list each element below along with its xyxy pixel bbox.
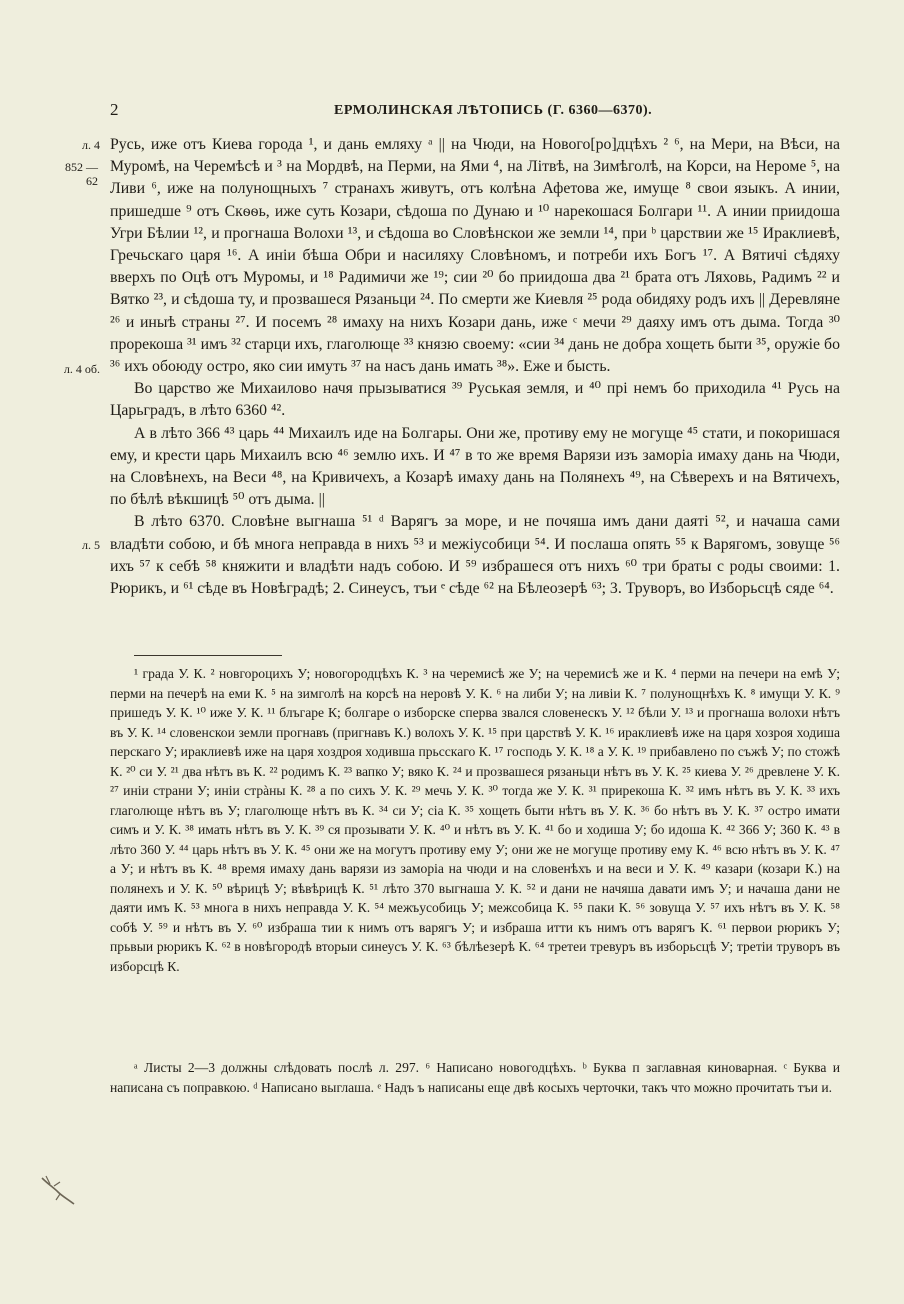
paragraph-1: Русь, иже отъ Киева города ¹, и дань емляху ᵃ || на Чюди, на Нового[ро]дцѣхъ ² ⁶, на Мери, на Вѣси, на Муромѣ, на Черемѣсѣ и ³ на Мордвѣ, на Перми, на Ями ⁴, на Літвѣ, на Зимѣголѣ, на Корси, на Нероме ⁵, на Ливи ⁶, иже на полунощныхъ ⁷ странахъ живутъ, отъ колѣна Афетова же, имуще ⁸ свои языкъ. А инии, пришедше ⁹ отъ Скѳѳь, иже суть Козари, сѣдоша по Дунаю и ¹⁰ нарекошася Болгари ¹¹. А инии приидоша Угри Бѣлии ¹², и прогнаша Волохи ¹³, и сѣдоша во Словѣнскои же земли ¹⁴, при ᵇ царствии же ¹⁵ Ираклиевѣ, Гречьскаго царя ¹⁶. А иніи бѣша Обри и насиляху Словѣномъ, и потреби ихъ Богъ ¹⁷. А Вятичі сѣдяху вверхъ по Оцѣ отъ Муромы, и ¹⁸ Радимичи же ¹⁹; сии ²⁰ бо приидоша два ²¹ брата отъ Ляховь, Радимъ ²² и Вятко ²³, и сѣдоша ту, и прозвашеся Рязаньци ²⁴. По смерти же Киевля ²⁵ рода обидяху родъ ихъ || Деревляне ²⁶ и иныѣ страны ²⁷. И посемъ ²⁸ имаху на нихъ Козари дань, иже ᶜ мечи ²⁹ даяху имъ отъ дыма. Тогда ³⁰ прорекоша ³¹ имъ ³² старци ихъ, глаголюще ³³ князю своему: «сии ³⁴ дань не добра хощеть быти ³⁵, оружіе бо ³⁶ ихъ обоюду остро, яко сии имуть ³⁷ на насъ дань имать ³⁸». Еже и бысть. <box>110 136 840 376</box>
ink-blot-mark <box>36 1172 80 1212</box>
footnotes <box>110 664 840 976</box>
paragraph-4: В лѣто 6370. Словѣне выгнаша ⁵¹ ᵈ Варягъ за море, и не почяша имъ дани даяті ⁵², и начаша сами владѣти собою, и бѣ многа неправда в нихъ ⁵³ и межіусобици ⁵⁴. И послаша опять ⁵⁵ к Варягомъ, зовуще ⁵⁶ ихъ ⁵⁷ к себѣ ⁵⁸ княжити и владѣти надъ собою. И ⁵⁹ избрашеся отъ нихъ ⁶⁰ три браты с роды своими: 1. Рюрикъ, и ⁶¹ сѣде въ Новѣградѣ; 2. Синеусъ, тъи ᵉ сѣде ⁶² на Бѣлеозерѣ ⁶³; 3. Труворъ, во Изборьсцѣ сяде ⁶⁴. <box>110 513 840 598</box>
margin-note-years: 852 —62 <box>65 160 98 188</box>
margin-note-leaf-5: л. 5 <box>82 538 100 552</box>
variant-readings: ¹ града У. К. ² новгороцихъ У; новогородцѣхъ К. ³ на черемисѣ же У; на черемисѣ же и К. ⁴ перми на печери на емѣ У; перми на печерѣ на еми К. ⁵ на зимголѣ на корсѣ на неровѣ У. К. ⁶ на либи У; на ливіи К. ⁷ полунощнѣхъ К. ⁸ имущи У. К. ⁹ пришедъ У. К. ¹⁰ иже У. К. ¹¹ блъгаре К; болгаре о изборске сперва звался словенескъ У. ¹² бѣли У. ¹³ и прогнаша волохи нѣтъ въ У. К. ¹⁴ словенскои земли прогнавъ (пригнавъ К.) волохъ У. К. ¹⁵ при царствѣ У. К. ¹⁶ ираклиевѣ иже на царя хозроя ходиша перскагo У; ираклиевѣ иже на царя хоздроя ходивша прьсскаго К. ¹⁷ господь У. К. ¹⁸ а У. К. ¹⁹ прибавлено по съжѣ У; по стожѣ К. ²⁰ си У. ²¹ два нѣтъ въ К. ²² родимъ К. ²³ вапко У; вяко К. ²⁴ и прозвашеся рязаньци нѣтъ въ У. К. ²⁵ киева У. ²⁶ древлене У. К. ²⁷ иніи страни У; иніи стрàны К. ²⁸ а по сихъ У. К. ²⁹ мечь У. К. ³⁰ тогда же У. К. ³¹ прирекоша К. ³² имъ нѣтъ въ У. К. ³³ ихъ глаголюще нѣтъ въ У; глаголюще нѣтъ въ К. ³⁴ си У; сіа К. ³⁵ хощеть быти нѣтъ въ У. К. ³⁶ бо нѣтъ въ У. К. ³⁷ остро имати симъ и У. К. ³⁸ имать нѣтъ въ У. К. ³⁹ ся прозывати У. К. ⁴⁰ и нѣтъ въ У. К. ⁴¹ бо и ходиша У; бо идоша К. ⁴² 366 У; 360 К. ⁴³ в лѣто 360 У. ⁴⁴ царь нѣтъ въ У. К. ⁴⁵ они же на могутъ противу ему У; они же не могуще противу ему К. ⁴⁶ всю нѣтъ въ У. К. ⁴⁷ а У; и нѣтъ въ К. ⁴⁸ время имаху дань варязи из заморіа на чюди и на словенѣхъ и на веси и У. К. ⁴⁹ казари (козари К.) на полянехъ и У. К. ⁵⁰ вѣрицѣ У; вѣвѣрицѣ К. ⁵¹ лѣто 370 выгнаша У. К. ⁵² и дани не начяша давати имъ У; и начаша дани не даяти имъ К. ⁵³ многа в нихъ неправда У. К. ⁵⁴ межъусобиць У; межсобица К. ⁵⁵ паки К. ⁵⁶ зовуща У. ⁵⁷ ихъ нѣтъ въ У. К. ⁵⁸ собѣ У. ⁵⁹ и нѣтъ въ У. ⁶⁰ избраша тии к нимъ отъ варягъ У; и избраша итти къ нимъ отъ варягъ К. ⁶¹ первои рюрикъ У; прьвыи рюрикъ К. ⁶² в новѣгородѣ вторыи синеусъ У. К. ⁶³ бѣлѣезерѣ К. ⁶⁴ третеи тревуръ въ изборьсцѣ У; третіи труворъ въ изборсцѣ К. <box>110 666 840 974</box>
margin-note-leaf-4ob: л. 4 об. <box>63 362 100 376</box>
editorial-notes-text: ᵃ Листы 2—3 должны слѣдовать послѣ л. 297. ⁶ Написано новогодцѣхъ. ᵇ Буква п заглавная киноварная. ᶜ Буква и написана съ поправкою. ᵈ Написано выглаша. ᵉ Надъ ъ написаны еще двѣ косыхъ черточки, такъ что можно прочитать тъи и. <box>110 1060 840 1095</box>
paragraph-3: А в лѣто 366 ⁴³ царь ⁴⁴ Михаилъ иде на Болгары. Они же, противу ему не могуще ⁴⁵ стати, и покоришася ему, и крести царь Михаилъ всю ⁴⁶ землю ихъ. И ⁴⁷ в то же время Варязи изъ заморіа имаху дань на Чюди, на Словѣнехъ, на Веси ⁴⁸, на Кривичехъ, а Козарѣ имаху дань на Полянехъ ⁴⁹, на Сѣверехъ и на Вятичехъ, по бѣлѣ вѣкшицѣ ⁵⁰ отъ дыма. || <box>110 424 840 509</box>
page-number: 2 <box>110 100 119 119</box>
page-header <box>110 100 840 122</box>
main-text <box>63 134 840 600</box>
running-title: ЕРМОЛИНСКАЯ ЛѢТОПИСЬ (Г. 6360—6370). <box>334 103 653 118</box>
footnote-divider <box>134 655 282 656</box>
margin-note-leaf-4: л. 4 <box>82 138 100 152</box>
editorial-notes <box>110 1058 840 1097</box>
paragraph-2: Во царство же Михаилово начя прызыватися ³⁹ Руськая земля, и ⁴⁰ прі немъ бо приходила ⁴¹ Русь на Царьградъ, в лѣто 6360 ⁴². <box>110 380 840 420</box>
